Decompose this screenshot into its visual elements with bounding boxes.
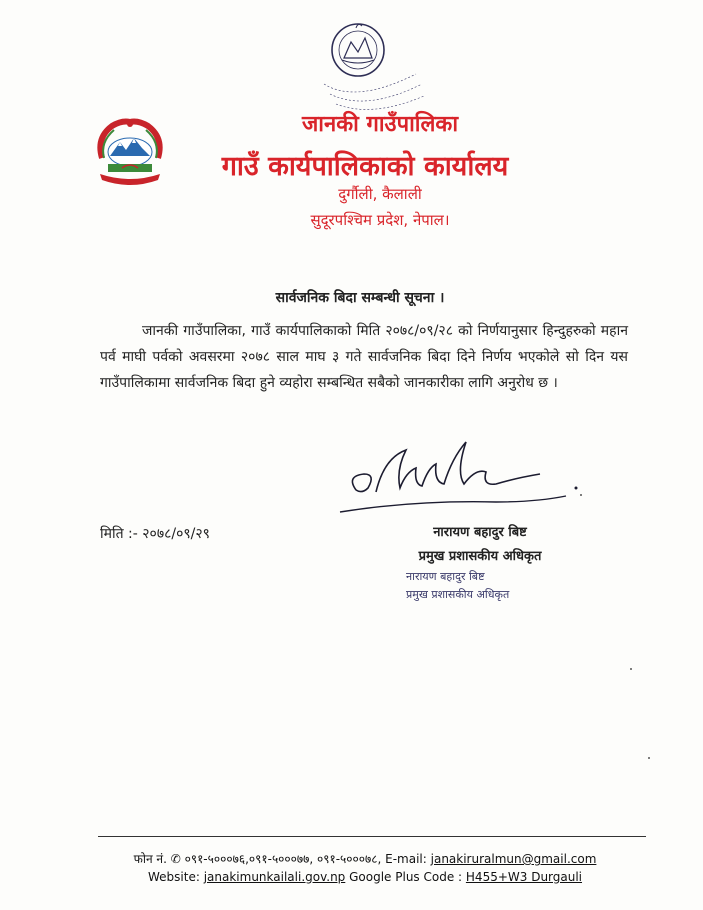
- footer-website-link[interactable]: janakimunkailali.gov.np: [203, 870, 346, 884]
- signer-name: नारायण बहादुर बिष्ट: [433, 525, 527, 540]
- footer-email-link[interactable]: janakiruralmun@gmail.com: [430, 852, 597, 866]
- footer-website-label: Website:: [147, 870, 200, 884]
- signature-icon: [336, 428, 586, 528]
- stamp-title: प्रमुख प्रशासकीय अधिकृत: [406, 588, 510, 601]
- office-title: गाउँ कार्यपालिकाको कार्यालय: [221, 151, 509, 182]
- footer-divider: [98, 836, 646, 837]
- stamp-name: नारायण बहादुर बिष्ट: [406, 570, 485, 583]
- notice-body: जानकी गाउँपालिका, गाउँ कार्यपालिकाको मिति २०७८/०९/२८ को निर्णयानुसार हिन्दुहरुको महान पर्व माघी पर्वको अवसरमा २०७८ साल माघ ३ गते सार्वजनिक बिदा दिने निर्णय भएकोले सो दिन यस गाउँपालिकामा सार्वजनिक बिदा हुने व्यहोरा सम्बन्धित सबैको जानकारीका लागि अनुरोध छ ।: [100, 323, 628, 391]
- footer-plus-code-label: Google Plus Code :: [349, 870, 463, 884]
- office-address: दुर्गौली, कैलाली: [338, 185, 422, 203]
- signer-title: प्रमुख प्रशासकीय अधिकृत: [418, 549, 542, 564]
- office-name: जानकी गाउँपालिका: [301, 112, 459, 137]
- notice-title: सार्वजनिक बिदा सम्बन्धी सूचना ।: [275, 290, 445, 306]
- footer-web: [60, 870, 670, 884]
- office-province: सुदूरपश्चिम प्रदेश, नेपाल।: [310, 211, 450, 229]
- municipality-seal-icon: [316, 14, 428, 114]
- notice-date: मिति :- २०७८/०९/२९: [100, 526, 210, 542]
- footer-contact: [60, 850, 670, 867]
- footer-phone: फोन नं. ✆ ०९१-५०००७६,०९१-५०००७७, ०९१-५०००७८, E-mail:: [133, 852, 427, 866]
- footer-plus-code-link[interactable]: H455+W3 Durgauli: [465, 870, 583, 884]
- official-stamp: [396, 568, 576, 604]
